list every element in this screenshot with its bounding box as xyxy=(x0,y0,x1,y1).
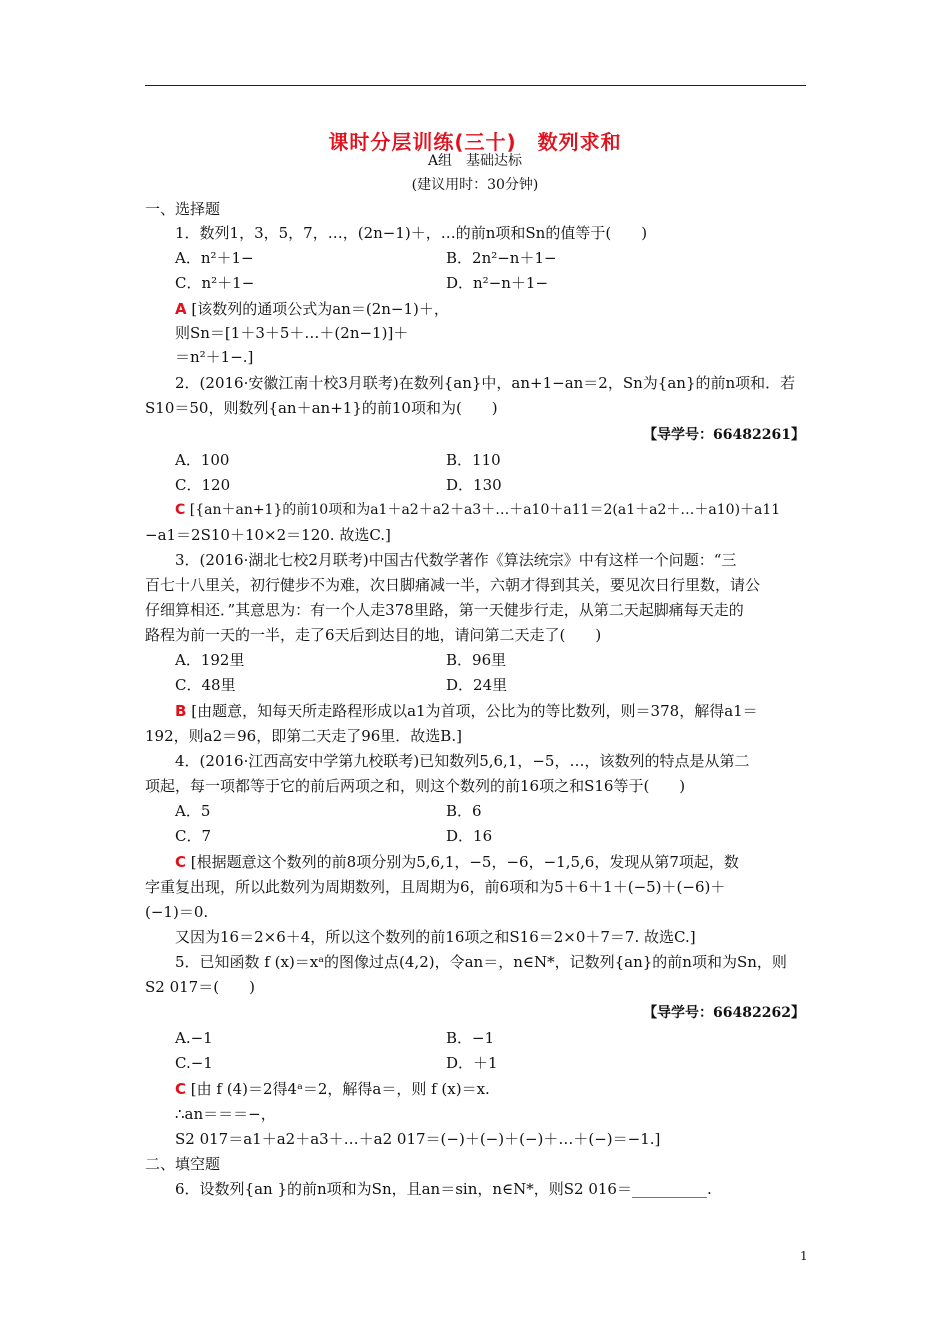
option-a: A.−1 xyxy=(175,1029,213,1047)
question-stem: 5．已知函数 f (x)＝xᵃ的图像过点(4,2)，令an＝，n∈N*，记数列{an}的前n项和为Sn，则 xyxy=(175,953,787,971)
option-c: C．48里 xyxy=(175,676,236,694)
answer-text: [根据题意这个数列的前8项分别为5,6,1，−5，−6，−1,5,6，发现从第7项起，数 xyxy=(190,853,739,871)
answer-text: [该数列的通项公式为an＝(2n−1)＋， xyxy=(191,300,449,318)
option-c: C．7 xyxy=(175,827,212,845)
answer-letter: C xyxy=(175,502,186,518)
question-stem: S10＝50，则数列{an＋an+1}的前10项和为( ) xyxy=(145,399,498,417)
option-b: B．2n²−n＋1− xyxy=(446,249,557,267)
answer-line xyxy=(175,499,780,521)
question-stem: 2．(2016·安徽江南十校3月联考)在数列{an}中，an+1−an＝2，Sn为{an}的前n项和．若 xyxy=(175,374,796,392)
answer-text: 字重复出现，所以此数列为周期数列，且周期为6，前6项和为5＋6＋1＋(−5)＋(−6)＋ xyxy=(145,878,726,896)
option-d: D．＋1 xyxy=(446,1054,498,1072)
question-stem: 1．数列1，3，5，7，…，(2n−1)＋，…的前n项和Sn的值等于( ) xyxy=(175,224,648,242)
time-hint: (建议用时：30分钟) xyxy=(411,177,539,193)
guide-number: 【导学号：66482261】 xyxy=(643,427,805,443)
guide-number: 【导学号：66482262】 xyxy=(643,1005,805,1021)
question-stem: 项起，每一项都等于它的前后两项之和，则这个数列的前16项之和S16等于( ) xyxy=(145,777,686,795)
top-rule xyxy=(145,85,806,86)
answer-text: ＝n²＋1−.] xyxy=(175,348,254,366)
answer-text: (−1)＝0. xyxy=(145,903,209,921)
answer-line xyxy=(175,851,739,873)
option-d: D．16 xyxy=(446,827,493,845)
page-title: 课时分层训练(三十) 数列求和 xyxy=(328,130,622,154)
answer-letter: C xyxy=(175,1080,187,1098)
option-a: A．n²＋1− xyxy=(175,249,254,267)
answer-line xyxy=(175,700,758,722)
question-stem: 3．(2016·湖北七校2月联考)中国古代数学著作《算法统宗》中有这样一个问题：“三 xyxy=(175,551,737,569)
option-b: B．96里 xyxy=(446,651,507,669)
answer-text: 192，则a2＝96，即第二天走了96里．故选B.] xyxy=(145,727,462,745)
question-stem: S2 017＝( ) xyxy=(145,978,255,996)
option-b: B．6 xyxy=(446,802,482,820)
option-a: A．5 xyxy=(175,802,211,820)
option-c: C.−1 xyxy=(175,1054,213,1072)
answer-line xyxy=(175,298,449,320)
option-d: D．24里 xyxy=(446,676,508,694)
answer-text: −a1＝2S10＋10×2＝120. 故选C.] xyxy=(145,526,391,544)
question-stem: 4．(2016·江西高安中学第九校联考)已知数列5,6,1，−5，…，该数列的特点是从第二 xyxy=(175,752,750,770)
answer-text: [{an＋an+1}的前10项和为a1＋a2＋a2＋a3＋…＋a10＋a11＝2(a1＋a2＋…＋a10)＋a11 xyxy=(189,502,781,518)
answer-text: [由题意，知每天所走路程形成以a1为首项，公比为的等比数列，则＝378，解得a1＝ xyxy=(191,702,758,720)
option-c: C．120 xyxy=(175,476,231,494)
option-a: A．100 xyxy=(175,451,230,469)
section-heading: 一、选择题 xyxy=(145,200,221,218)
question-stem: 仔细算相还．”其意思为：有一个人走378里路，第一天健步行走，从第二天起脚痛每天走的 xyxy=(145,601,744,619)
answer-text: S2 017＝a1＋a2＋a3＋…＋a2 017＝(−)＋(−)＋(−)＋…＋(−)＝−1.] xyxy=(175,1130,661,1148)
answer-text: 则Sn＝[1＋3＋5＋…＋(2n−1)]＋ xyxy=(175,324,409,342)
question-stem: 百七十八里关，初行健步不为难，次日脚痛减一半，六朝才得到其关，要见次日行里数，请公 xyxy=(145,576,761,594)
answer-letter: A xyxy=(175,300,187,318)
option-c: C．n²＋1− xyxy=(175,274,255,292)
answer-letter: B xyxy=(175,702,187,720)
section-heading: 二、填空题 xyxy=(145,1155,221,1173)
option-d: D．n²−n＋1− xyxy=(446,274,549,292)
option-a: A．192里 xyxy=(175,651,245,669)
option-b: B．−1 xyxy=(446,1029,495,1047)
group-label: A组 基础达标 xyxy=(427,153,523,169)
option-d: D．130 xyxy=(446,476,502,494)
answer-text: [由 f (4)＝2得4ᵃ＝2，解得a＝，则 f (x)＝x. xyxy=(190,1080,490,1098)
answer-text: ∴an＝＝＝−， xyxy=(175,1105,276,1123)
answer-letter: C xyxy=(175,853,187,871)
page-number: 1 xyxy=(800,1249,808,1263)
question-stem: 6．设数列{an }的前n项和为Sn，且an＝sin，n∈N*，则S2 016＝__________. xyxy=(175,1180,712,1198)
answer-text: 又因为16＝2×6＋4，所以这个数列的前16项之和S16＝2×0＋7＝7. 故选C.] xyxy=(175,928,696,946)
option-b: B．110 xyxy=(446,451,501,469)
answer-line xyxy=(175,1078,490,1100)
question-stem: 路程为前一天的一半，走了6天后到达目的地，请问第二天走了( ) xyxy=(145,626,602,644)
